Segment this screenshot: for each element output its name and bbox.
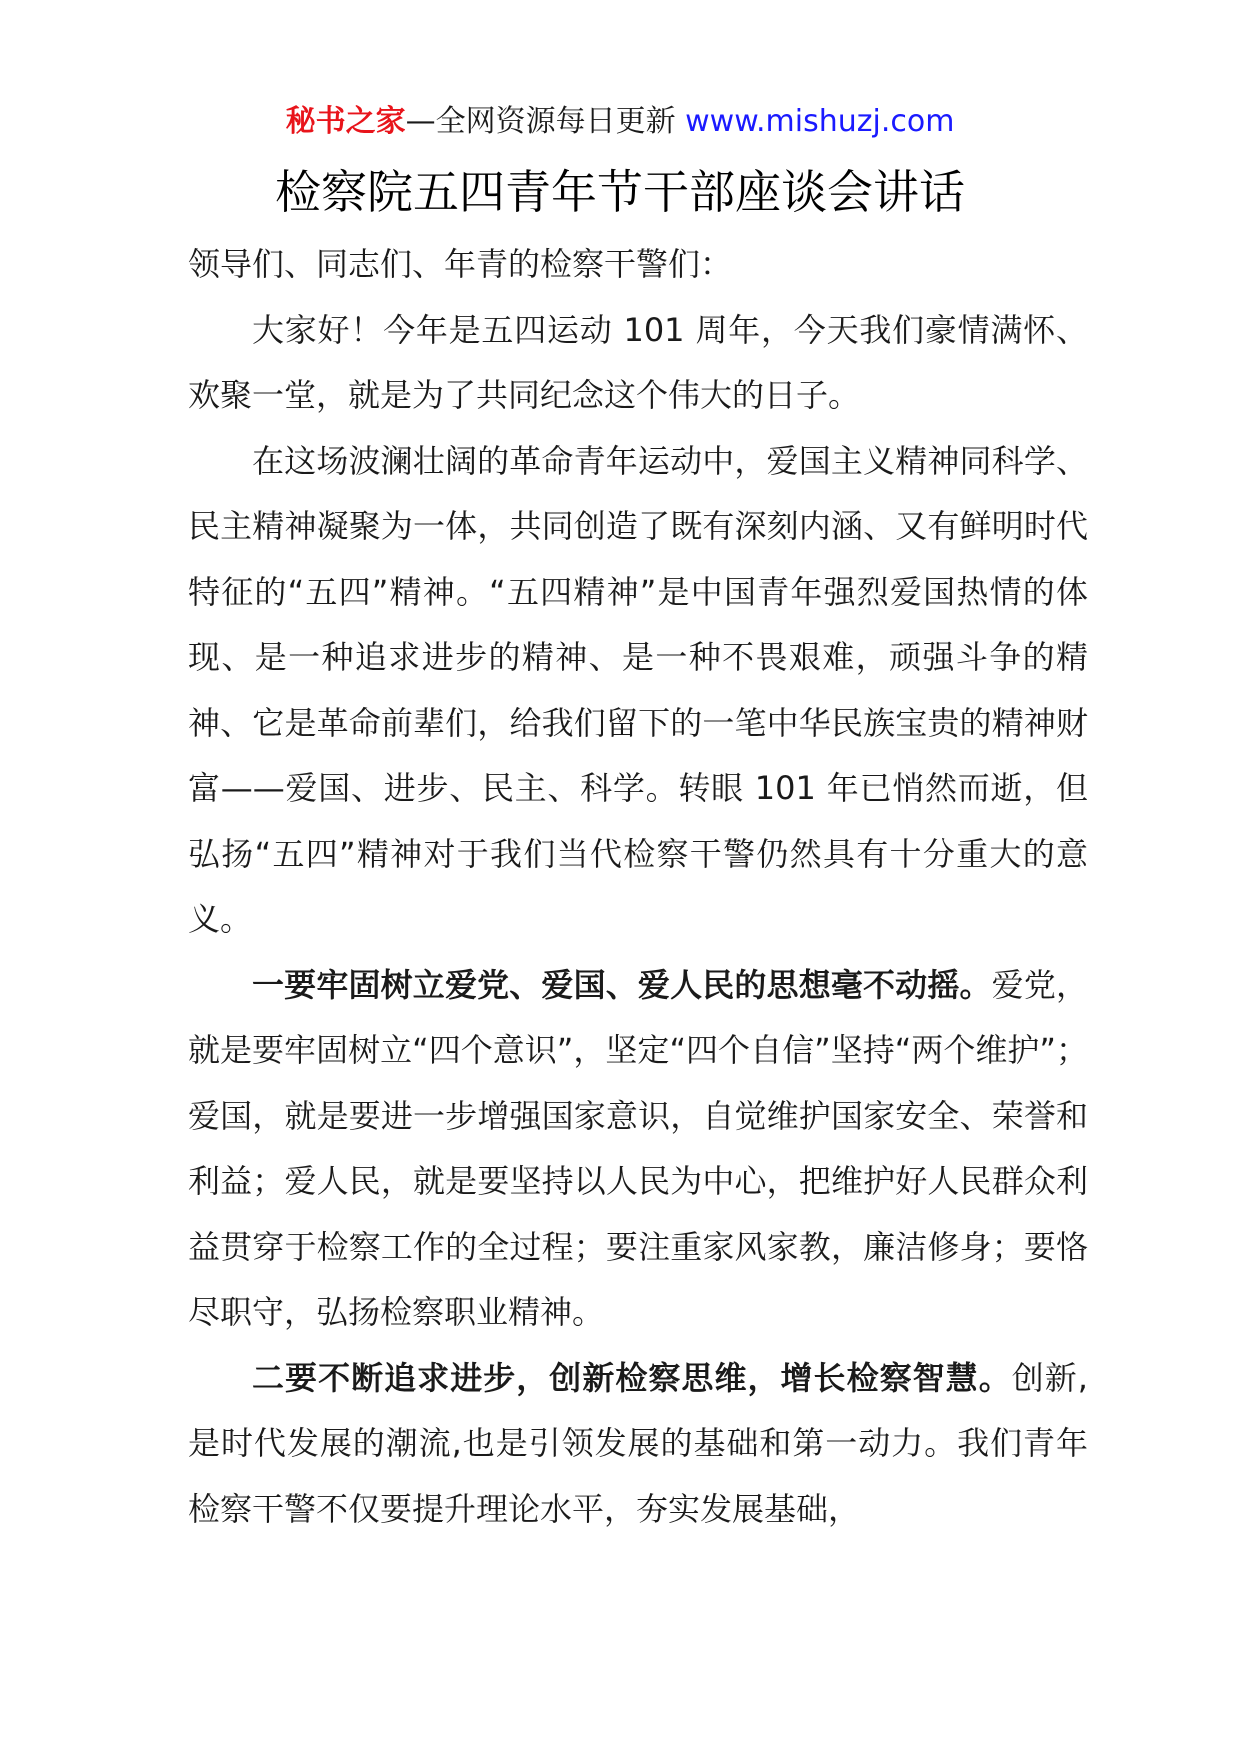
section-1-body: 爱党，就是要牢固树立“四个意识”，坚定“四个自信”坚持“两个维护”；爱国，就是要进一步增强国家意识，自觉维护国家安全、荣誉和利益；爱人民，就是要坚持以人民为中心，把维护好人民群众利益贯穿于检察工作的全过程；要注重家风家教，廉洁修身；要恪尽职守，弘扬检察职业精神。	[188, 965, 1088, 1331]
section-1-heading: 一要牢固树立爱党、爱国、爱人民的思想毫不动摇。	[252, 965, 992, 1004]
section-2	[188, 1346, 1088, 1543]
section-2-body: 创新,是时代发展的潮流,也是引领发展的基础和第一动力。我们青年检察干警不仅要提升理论水平，夯实发展基础，	[188, 1358, 1088, 1528]
paragraph-1: 大家好！今年是五四运动 101 周年，今天我们豪情满怀、欢聚一堂，就是为了共同纪念这个伟大的日子。	[188, 310, 1088, 414]
document-title: 检察院五四青年节干部座谈会讲话	[275, 165, 965, 219]
section-2-heading: 二要不断追求进步，创新检察思维，增长检察智慧。	[252, 1358, 1012, 1397]
site-url-link[interactable]: www.mishuzj.com	[685, 104, 955, 139]
site-header	[0, 102, 1240, 142]
document-body	[188, 232, 1088, 1542]
site-tagline: —全网资源每日更新	[405, 104, 686, 139]
paragraph-2: 在这场波澜壮阔的革命青年运动中，爱国主义精神同科学、民主精神凝聚为一体，共同创造了既有深刻内涵、又有鲜明时代特征的“五四”精神。“五四精神”是中国青年强烈爱国热情的体现、是一种追求进步的精神、是一种不畏艰难，顽强斗争的精神、它是革命前辈们，给我们留下的一笔中华民族宝贵的精神财富——爱国、进步、民主、科学。转眼 101 年已悄然而逝，但弘扬“五四”精神对于我们当代检察干警仍然具有十分重大的意义。	[188, 441, 1088, 938]
salutation: 领导们、同志们、年青的检察干警们：	[188, 245, 733, 283]
site-name: 秘书之家	[285, 104, 406, 139]
section-1	[188, 953, 1088, 1346]
